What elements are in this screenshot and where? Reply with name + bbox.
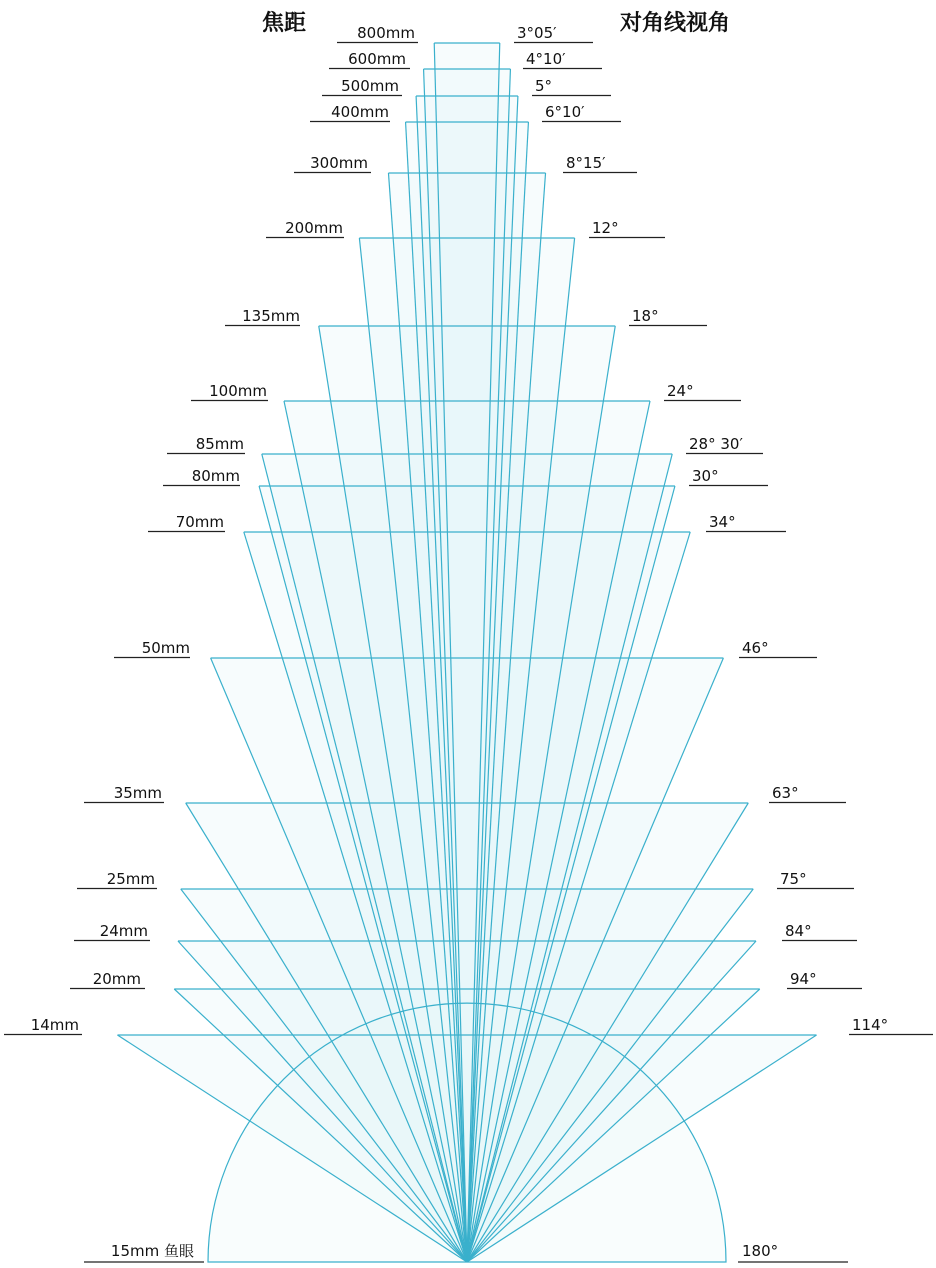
- diagonal-angle-heading: 对角线视角: [620, 11, 731, 36]
- focal-length-label: 200mm: [285, 219, 343, 237]
- focal-length-label: 35mm: [113, 784, 162, 802]
- focal-length-label: 500mm: [341, 77, 399, 95]
- angle-label: 4°10′: [526, 50, 566, 68]
- angle-label: 75°: [780, 870, 807, 888]
- focal-length-label: 85mm: [195, 435, 244, 453]
- angle-label: 8°15′: [566, 154, 606, 172]
- focal-length-label: 70mm: [175, 513, 224, 531]
- focal-length-label: 80mm: [191, 467, 240, 485]
- angle-label: 12°: [592, 219, 619, 237]
- focal-length-label: 50mm: [141, 639, 190, 657]
- focal-length-label: 800mm: [357, 24, 415, 42]
- angle-label: 114°: [852, 1016, 889, 1034]
- angle-label: 24°: [667, 382, 694, 400]
- focal-length-label: 20mm: [92, 970, 141, 988]
- focal-length-label: 135mm: [242, 307, 300, 325]
- angle-label: 5°: [535, 77, 553, 95]
- angle-label: 28° 30′: [689, 435, 743, 453]
- angle-label: 30°: [692, 467, 719, 485]
- focal-length-label: 300mm: [310, 154, 368, 172]
- focal-length-label: 25mm: [106, 870, 155, 888]
- angle-label: 18°: [632, 307, 659, 325]
- focal-length-label: 14mm: [30, 1016, 79, 1034]
- angle-label: 94°: [790, 970, 817, 988]
- focal-length-label: 600mm: [348, 50, 406, 68]
- angle-label: 34°: [709, 513, 736, 531]
- fisheye-angle-label: 180°: [742, 1242, 779, 1260]
- focal-length-heading: 焦距: [262, 11, 307, 36]
- angle-label: 46°: [742, 639, 769, 657]
- focal-length-label: 24mm: [99, 922, 148, 940]
- fisheye-focal-label: 15mm 鱼眼: [110, 1242, 194, 1260]
- angle-label: 3°05′: [517, 24, 557, 42]
- focal-length-label: 400mm: [331, 103, 389, 121]
- angle-label: 63°: [772, 784, 799, 802]
- focal-length-label: 100mm: [209, 382, 267, 400]
- angle-label: 6°10′: [545, 103, 585, 121]
- angle-label: 84°: [785, 922, 812, 940]
